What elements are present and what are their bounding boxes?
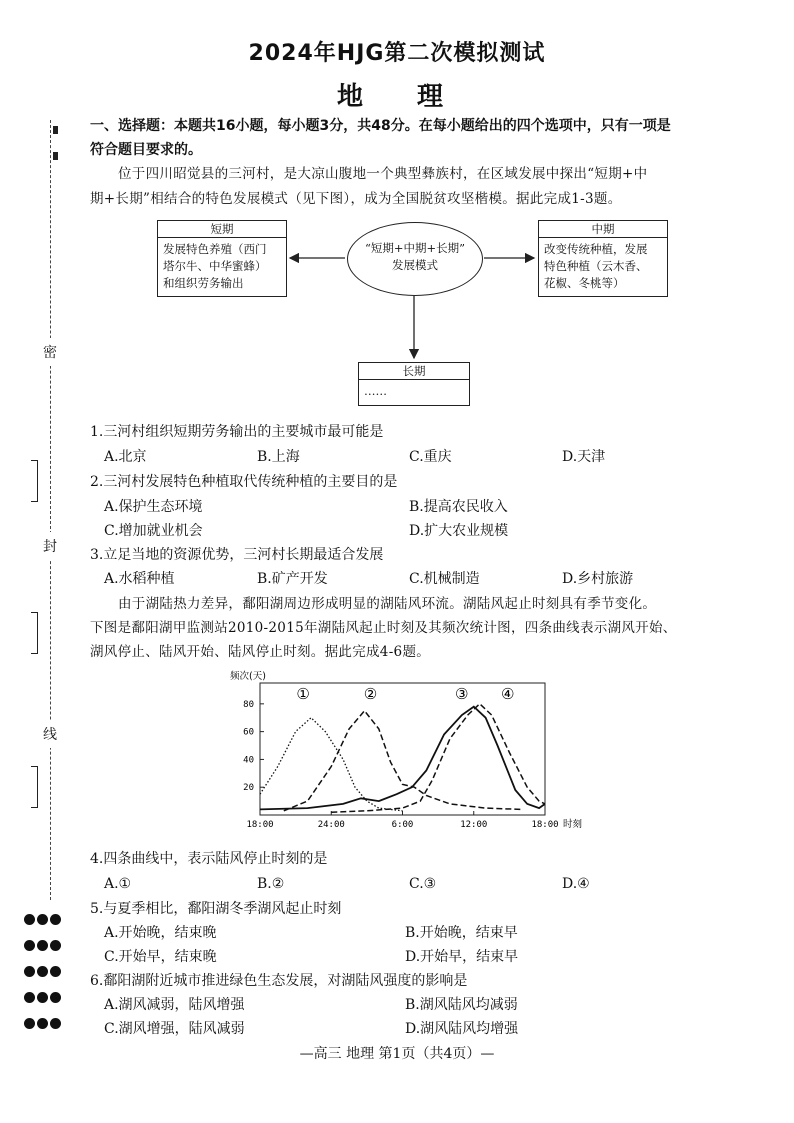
passage2-line2: 下图是鄱阳湖甲监测站2010-2015年湖陆风起止时刻及其频次统计图，四条曲线表示湖风开始、	[90, 620, 677, 636]
long-term-head: 长期	[359, 363, 469, 380]
q5-option-a[interactable]: A.开始晚，结束晚	[104, 925, 217, 941]
q4-option-d[interactable]: D.④	[562, 876, 590, 892]
exam-title: 2024年HJG第二次模拟测试	[248, 41, 546, 66]
q2-option-b[interactable]: B.提高农民收入	[409, 499, 508, 515]
y-tick-label: 60	[243, 727, 254, 738]
short-term-text: 塔尔牛、中华蜜蜂）	[163, 259, 267, 273]
q1-option-c[interactable]: C.重庆	[409, 449, 452, 465]
long-term-text: ……	[364, 384, 387, 398]
lake-land-breeze-chart	[220, 665, 600, 840]
q6-stem: 6.鄱阳湖附近城市推进绿色生态发展，对湖陆风强度的影响是	[90, 973, 468, 989]
q5-option-c[interactable]: C.开始早，结束晚	[104, 949, 217, 965]
q3-option-d[interactable]: D.乡村旅游	[562, 571, 634, 587]
binding-char-mi: 密	[43, 338, 57, 366]
q1-option-a[interactable]: A.北京	[104, 449, 147, 465]
x-axis-label: 时刻	[563, 819, 583, 830]
q2-option-d[interactable]: D.扩大农业规模	[409, 523, 509, 539]
binding-char-feng: 封	[43, 532, 57, 560]
x-tick-label: 12:00	[460, 820, 488, 830]
passage2-line1: 由于湖陆热力差异，鄱阳湖周边形成明显的湖陆风环流。湖陆风起止时刻具有季节变化。	[118, 596, 657, 612]
binding-bracket	[31, 766, 38, 808]
subject-title: 地 理	[336, 82, 457, 112]
mid-term-text: 改变传统种植，发展	[544, 242, 648, 256]
q6-option-b[interactable]: B.湖风陆风均减弱	[405, 997, 518, 1013]
short-term-head: 短期	[158, 221, 286, 238]
section1-instruction-line2: 符合题目要求的。	[90, 142, 202, 158]
q4-option-c[interactable]: C.③	[409, 876, 437, 892]
q3-option-b[interactable]: B.矿产开发	[257, 571, 328, 587]
q6-option-a[interactable]: A.湖风减弱，陆风增强	[104, 997, 245, 1013]
passage1-line2: 期+长期”相结合的特色发展模式（见下图），成为全国脱贫攻坚楷模。据此完成1-3题。	[90, 191, 622, 207]
binding-bracket	[31, 460, 38, 502]
binding-char-xian: 线	[43, 720, 57, 748]
series-label-1: ①	[296, 685, 310, 703]
binding-bracket	[31, 612, 38, 654]
q6-option-d[interactable]: D.湖风陆风均增强	[405, 1021, 519, 1037]
q5-option-b[interactable]: B.开始晚，结束早	[405, 925, 518, 941]
center-model-text2: 发展模式	[392, 258, 438, 272]
q2-option-c[interactable]: C.增加就业机会	[104, 523, 203, 539]
x-tick-label: 24:00	[317, 820, 345, 830]
short-term-text: 发展特色养殖（西门	[163, 242, 267, 256]
q3-stem: 3.立足当地的资源优势，三河村长期最适合发展	[90, 547, 384, 563]
series-label-3: ③	[455, 685, 469, 703]
y-tick-label: 40	[243, 755, 254, 766]
series-line-3	[260, 707, 545, 810]
mid-term-text: 花椒、冬桃等）	[544, 276, 625, 290]
q3-option-a[interactable]: A.水稻种植	[104, 571, 175, 587]
x-tick-label: 18:00	[246, 820, 274, 830]
q1-stem: 1.三河村组织短期劳务输出的主要城市最可能是	[90, 424, 384, 440]
q3-option-c[interactable]: C.机械制造	[409, 571, 480, 587]
q4-option-a[interactable]: A.①	[104, 876, 132, 892]
series-line-1	[260, 718, 403, 811]
q5-option-d[interactable]: D.开始早，结束早	[405, 949, 519, 965]
short-term-text: 和组织劳务输出	[163, 276, 244, 290]
y-axis-label: 频次(天)	[230, 671, 266, 682]
q4-stem: 4.四条曲线中，表示陆风停止时刻的是	[90, 851, 328, 867]
q1-option-b[interactable]: B.上海	[257, 449, 300, 465]
diagram-arrows	[0, 0, 794, 420]
series-label-4: ④	[500, 685, 515, 703]
q6-option-c[interactable]: C.湖风增强，陆风减弱	[104, 1021, 245, 1037]
q1-option-d[interactable]: D.天津	[562, 449, 606, 465]
x-tick-label: 18:00	[531, 820, 559, 830]
section1-instruction-line1: 一、选择题：本题共16小题，每小题3分，共48分。在每小题给出的四个选项中，只有一项是	[90, 118, 671, 134]
passage2-line3: 湖风停止、陆风开始、陆风停止时刻。据此完成4-6题。	[90, 644, 431, 660]
x-tick-label: 6:00	[391, 820, 414, 830]
series-line-2	[284, 711, 522, 811]
y-tick-label: 80	[243, 699, 254, 710]
q5-stem: 5.与夏季相比，鄱阳湖冬季湖风起止时刻	[90, 901, 342, 917]
q2-stem: 2.三河村发展特色种植取代传统种植的主要目的是	[90, 474, 398, 490]
passage1-line1: 位于四川昭觉县的三河村，是大凉山腹地一个典型彝族村，在区域发展中探出“短期+中	[118, 166, 648, 182]
y-tick-label: 20	[243, 783, 254, 794]
series-label-2: ②	[363, 685, 378, 703]
series-line-4	[331, 704, 545, 812]
mid-term-text: 特色种植（云木香、	[544, 259, 648, 273]
center-model-text1: “短期+中期+长期”	[364, 241, 466, 255]
page-footer: —高三 地理 第1页（共4页）—	[299, 1046, 495, 1062]
mid-term-head: 中期	[539, 221, 667, 238]
q4-option-b[interactable]: B.②	[257, 876, 285, 892]
dot-marks	[24, 914, 64, 1034]
q2-option-a[interactable]: A.保护生态环境	[104, 499, 203, 515]
